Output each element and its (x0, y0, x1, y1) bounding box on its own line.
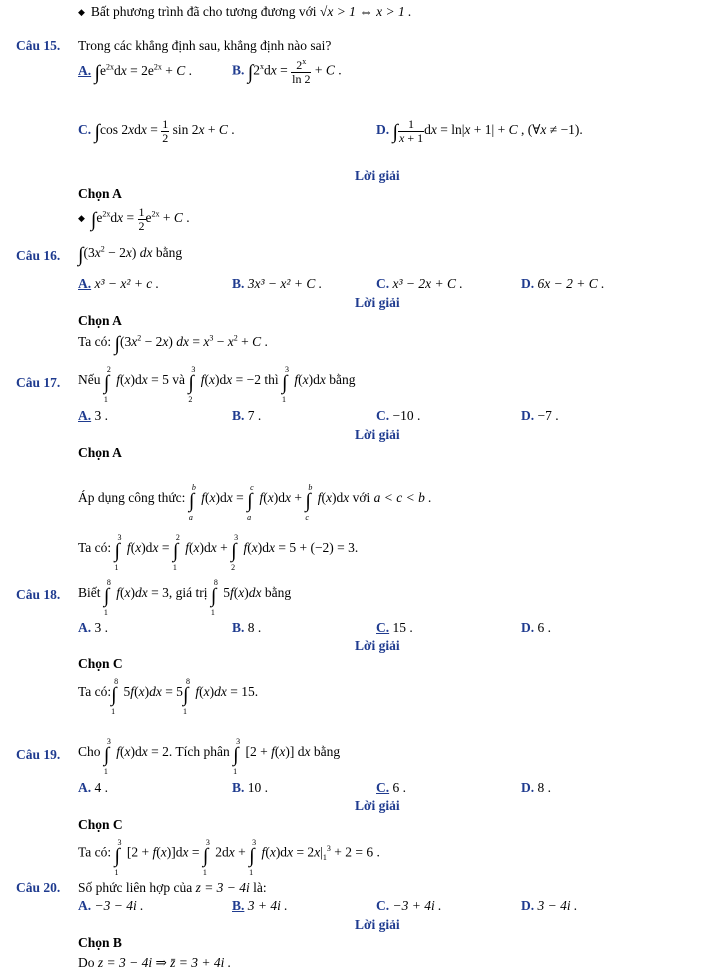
solution-title: Lời giải (355, 638, 400, 653)
bullet-icon: ◆ (78, 7, 85, 17)
option-a[interactable]: A. x³ − x² + c . (78, 276, 160, 291)
option-d[interactable]: D. 8 . (521, 780, 551, 795)
bullet-icon: ◆ (78, 213, 85, 224)
option-c[interactable]: C. ∫cos 2xdx = $\frac{1}{2}$ sin 2x + C . (78, 117, 235, 145)
option-b[interactable]: B. $\int 2^xdx$ = $\frac{2^x}{\ln 2}$ + C . (232, 57, 342, 86)
option-b[interactable]: B. 3 + 4i . (232, 898, 288, 913)
solution-title: Lời giải (355, 917, 400, 932)
solution-line: Ta có: $\int(3x^2 - 2x)$ dx = $x^3 - x^2 + C$ . (78, 333, 268, 355)
option-d[interactable]: D. 6x − 2 + C . (521, 276, 605, 291)
option-a[interactable]: A. 4 . (78, 780, 108, 795)
option-d[interactable]: D. −7 . (521, 408, 559, 423)
option-a[interactable]: A. $\int e^{2x}dx = 2e^{2x} + C$ . (78, 62, 192, 84)
question-stem: Cho 3 ∫ 1 f(x)dx = 2. Tích phân 3 ∫ 1 [2 + f(x)] dx bằng (78, 737, 341, 776)
solution-title: Lời giải (355, 295, 400, 310)
question-stem: $\int(3x^2 - 2x)$ dx bằng (78, 244, 183, 266)
option-b[interactable]: B. 10 . (232, 780, 269, 795)
question-number: Câu 19. (16, 747, 61, 762)
solution-line: Do z = 3 − 4i ⇒ z̄ = 3 + 4i . (78, 955, 232, 970)
chosen-answer: Chọn C (78, 817, 123, 832)
chosen-answer: Chọn A (78, 445, 122, 460)
option-a[interactable]: A. 3 . (78, 620, 108, 635)
chosen-answer: Chọn B (78, 935, 122, 950)
question-number: Câu 17. (16, 375, 61, 390)
question-stem: Nếu 2 ∫ 1 f(x)dx = 5 và 3 ∫ 2 f(x)dx = −2 thì 3 ∫ 1 f(x)dx bằng (78, 365, 356, 404)
option-b[interactable]: B. 8 . (232, 620, 262, 635)
option-c[interactable]: C. x³ − 2x + C . (376, 276, 463, 291)
option-d[interactable]: D. ∫ $\frac{1}{x + 1}$ dx = ln|x + 1| + C , (∀x ≠ −1). (376, 117, 583, 145)
question-stem: Số phức liên hợp của z = 3 − 4i là: (78, 880, 267, 895)
question-stem: Trong các khẳng định sau, khẳng định nào sai? (78, 38, 332, 53)
solution-line: ◆ $\int e^{2x}dx$ = $\frac{1}{2}$ $e^{2x} + C$ . (78, 205, 190, 233)
solution-title: Lời giải (355, 427, 400, 442)
option-b[interactable]: B. 3x³ − x² + C . (232, 276, 323, 291)
question-number: Câu 20. (16, 880, 61, 895)
option-d[interactable]: D. 6 . (521, 620, 551, 635)
question-stem: Biết 8 ∫ 1 f(x)dx = 3, giá trị 8 ∫ 1 5f(x)dx bằng (78, 578, 292, 617)
option-d[interactable]: D. 3 − 4i . (521, 898, 578, 913)
chosen-answer: Chọn A (78, 313, 122, 328)
solution-formula: Áp dụng công thức: b ∫ a f(x)dx = c ∫ a f(x)dx + b ∫ c f(x)dx với a < c < b . (78, 483, 432, 522)
option-a[interactable]: A. −3 − 4i . (78, 898, 144, 913)
chosen-answer: Chọn A (78, 186, 122, 201)
solution-line: Ta có: 8 ∫ 1 5f(x)dx = 5 8 ∫ 1 f(x)dx = 15. (78, 677, 259, 716)
solution-title: Lời giải (355, 168, 400, 183)
chosen-answer: Chọn C (78, 656, 123, 671)
option-b[interactable]: B. 7 . (232, 408, 262, 423)
option-c[interactable]: C. 6 . (376, 780, 406, 795)
question-number: Câu 18. (16, 587, 61, 602)
option-c[interactable]: C. −10 . (376, 408, 421, 423)
intro-line: ◆ Bất phương trình đã cho tương đương với √x > 1 ⇔ x > 1 . (78, 4, 412, 19)
solution-line: Ta có: 3 ∫ 1 [2 + f(x)]dx = 3 ∫ 1 2dx + 3 ∫ 1 $f(x)dx = 2x|_1^3 + 2 = 6$ . (78, 837, 380, 877)
option-c[interactable]: C. −3 + 4i . (376, 898, 442, 913)
solution-title: Lời giải (355, 798, 400, 813)
solution-line: Ta có: 3 ∫ 1 f(x)dx = 2 ∫ 1 f(x)dx + 3 ∫ 2 f(x)dx = 5 + (−2) = 3. (78, 533, 359, 572)
option-c[interactable]: C. 15 . (376, 620, 413, 635)
question-number: Câu 15. (16, 38, 61, 53)
question-number: Câu 16. (16, 248, 61, 263)
option-a[interactable]: A. 3 . (78, 408, 108, 423)
